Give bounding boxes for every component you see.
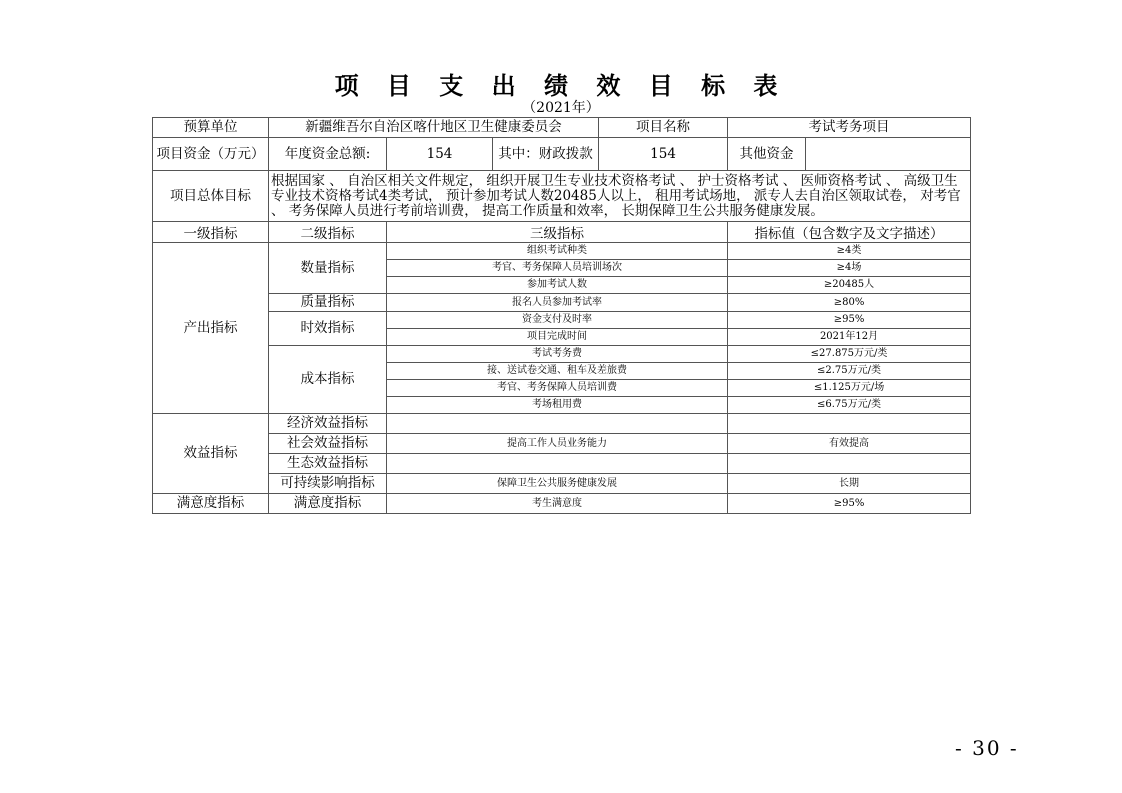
social-benefit-label: 社会效益指标 [269,434,387,454]
overall-goal-text: 根据国家 、 自治区相关文件规定， 组织开展卫生专业技术资格考试 、 护士资格考试 、 医师资格考试 、 高级卫生专业技术资格考试4类考试， 预计参加考试人数20485人以上， 租用考试场地， 派专人去自治区领取试卷， 对考官 、 考务保障人员进行考前培训费， 提高工作质量和效率， 长期保障卫生公共服务健康发展。 [269,171,971,222]
overall-goal-label: 项目总体目标 [153,171,269,222]
sustainable-impact-label: 可持续影响指标 [269,474,387,494]
output-indicator-label: 产出指标 [153,243,269,414]
indicator-name: 项目完成时间 [387,329,728,346]
indicator-name: 组织考试种类 [387,243,728,260]
indicator-value: ≥20485人 [728,277,971,294]
indicator-name: 提高工作人员业务能力 [387,434,728,454]
indicator-value: ≥4类 [728,243,971,260]
benefit-indicator-label: 效益指标 [153,414,269,494]
indicator-value: ≤1.125万元/场 [728,380,971,397]
page-title: 项 目 支 出 绩 效 目 标 表 [334,72,788,100]
column-header-level2: 二级指标 [269,222,387,243]
ecological-benefit-label: 生态效益指标 [269,454,387,474]
indicator-name: 考官、考务保障人员培训费 [387,380,728,397]
other-funds-label: 其他资金 [728,138,806,171]
funds-label: 项目资金（万元） [153,138,269,171]
budget-unit-value: 新疆维吾尔自治区喀什地区卫生健康委员会 [269,118,599,138]
quality-indicator-label: 质量指标 [269,294,387,312]
other-funds-value [806,138,971,171]
satisfaction-sub-label: 满意度指标 [269,494,387,514]
indicator-name [387,454,728,474]
indicator-name: 参加考试人数 [387,277,728,294]
indicator-name: 考生满意度 [387,494,728,514]
indicator-name: 考官、考务保障人员培训场次 [387,260,728,277]
indicator-value: 长期 [728,474,971,494]
indicator-value: 有效提高 [728,434,971,454]
indicator-name: 考场租用费 [387,397,728,414]
indicator-value: ≤6.75万元/类 [728,397,971,414]
economic-benefit-label: 经济效益指标 [269,414,387,434]
annual-total-label: 年度资金总额: [269,138,387,171]
year-subtitle: （2021年） [522,100,600,116]
fiscal-value: 154 [599,138,728,171]
indicator-value: ≥95% [728,494,971,514]
indicator-value: ≤2.75万元/类 [728,363,971,380]
indicator-value: ≤27.875万元/类 [728,346,971,363]
satisfaction-indicator-label: 满意度指标 [153,494,269,514]
indicator-value: ≥4场 [728,260,971,277]
column-header-level1: 一级指标 [153,222,269,243]
indicator-name: 考试考务费 [387,346,728,363]
indicator-name [387,414,728,434]
indicator-name: 保障卫生公共服务健康发展 [387,474,728,494]
cost-indicator-label: 成本指标 [269,346,387,414]
indicator-value [728,414,971,434]
indicator-value: ≥80% [728,294,971,312]
fiscal-label: 其中：财政拨款 [493,138,599,171]
indicator-value: ≥95% [728,312,971,329]
indicator-name: 报名人员参加考试率 [387,294,728,312]
page-number: - 30 - [955,736,1019,760]
indicator-name: 接、送试卷交通、租车及差旅费 [387,363,728,380]
project-name-label: 项目名称 [599,118,728,138]
indicator-value [728,454,971,474]
indicator-value: 2021年12月 [728,329,971,346]
column-header-value: 指标值（包含数字及文字描述） [728,222,971,243]
performance-target-table [152,117,971,514]
budget-unit-label: 预算单位 [153,118,269,138]
quantity-indicator-label: 数量指标 [269,243,387,294]
column-header-level3: 三级指标 [387,222,728,243]
project-name-value: 考试考务项目 [728,118,971,138]
timeliness-indicator-label: 时效指标 [269,312,387,346]
indicator-name: 资金支付及时率 [387,312,728,329]
annual-total-value: 154 [387,138,493,171]
